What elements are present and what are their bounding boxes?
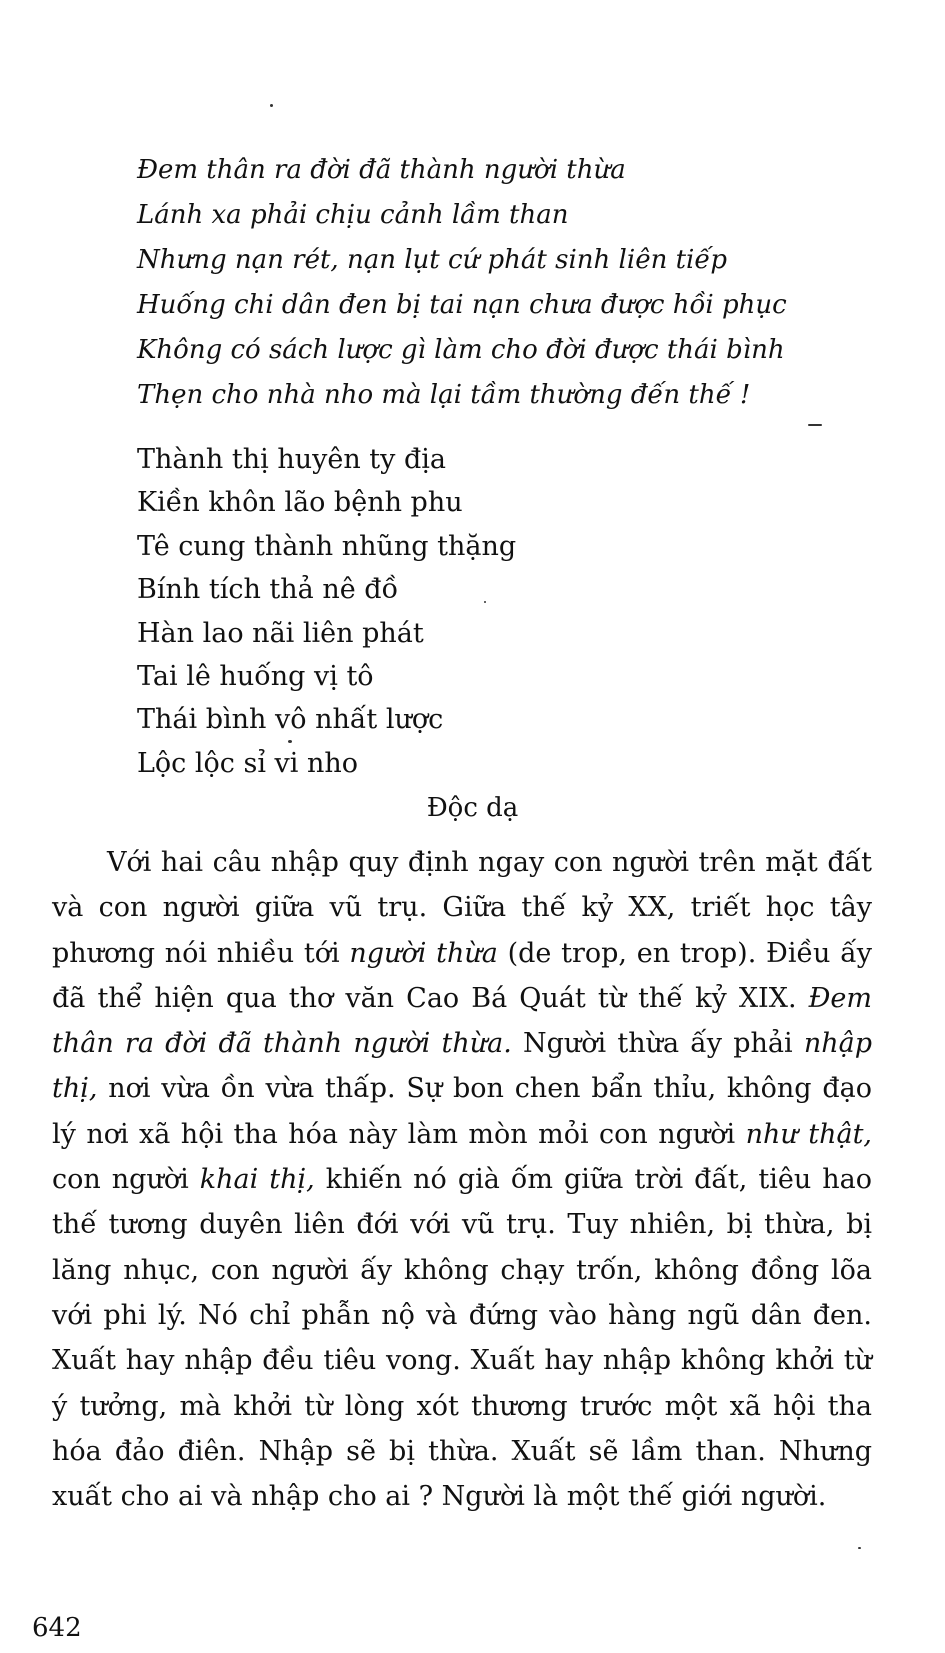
poem-line: Huống chi dân đen bị tai nạn chưa được hồi phục xyxy=(137,290,787,320)
italic-phrase: như thật, xyxy=(745,1118,872,1150)
italic-phrase: nhập thị, xyxy=(52,1028,873,1105)
poem-line: Lánh xa phải chịu cảnh lầm than xyxy=(137,200,569,230)
scan-speck xyxy=(484,601,486,603)
text-run: khiến nó già ốm giữa trời đất, tiêu hao thế tương duyên liên đới với vũ trụ. Tuy nhiên, bị thừa, bị lăng nhục, con người ấy không chạy trốn, không đồng lõa với phi lý. Nó chỉ phẫn nộ và đứng vào hàng ngũ dân đen. Xuất hay nhập đều tiêu vong. Xuất hay nhập không khởi từ ý tưởng, mà khởi từ lòng xót thương trước một xã hội tha hóa đảo điên. Nhập sẽ bị thừa. Xuất sẽ lầm than. Nhưng xuất cho ai và nhập cho ai ? Người là một thế giới người. xyxy=(52,1164,872,1513)
text-run: Với hai câu nhập quy định ngay con người trên mặt đất và con người giữa vũ trụ. Giữa thế kỷ XX, triết học tây phương nói nhiều tới xyxy=(52,847,872,969)
poem-line: Không có sách lược gì làm cho đời được thái bình xyxy=(137,335,785,365)
poem-line: Thẹn cho nhà nho mà lại tầm thường đến thế ! xyxy=(137,380,751,410)
scan-speck xyxy=(858,1547,861,1549)
scan-speck xyxy=(270,104,273,107)
poem-line: Nhưng nạn rét, nạn lụt cứ phát sinh liên tiếp xyxy=(137,245,727,275)
body-paragraph xyxy=(52,840,872,1519)
poem-line: Thái bình vô nhất lược xyxy=(137,704,444,736)
text-run: con người xyxy=(52,1164,200,1196)
text-run: nơi vừa ồn vừa thấp. Sự bon chen bẩn thỉu, không đạo lý nơi xã hội tha hóa này làm mòn mỏi con người xyxy=(52,1073,872,1150)
poem-line: Tê cung thành nhũng thặng xyxy=(137,530,517,562)
poem-line: Tai lê huống vị tô xyxy=(137,660,374,692)
text-run: (de trop, en trop). Điều ấy đã thể hiện qua thơ văn Cao Bá Quát từ thế kỷ XIX. xyxy=(52,937,872,1014)
poem-line: Kiền khôn lão bệnh phu xyxy=(137,487,463,519)
italic-phrase: Đem thân ra đời đã thành người thừa. xyxy=(52,982,872,1060)
poem-sino-vietnamese xyxy=(137,438,516,785)
scan-speck xyxy=(808,424,822,426)
text-run: Người thừa ấy phải xyxy=(511,1028,804,1060)
poem-title: Độc dạ xyxy=(426,793,519,823)
scan-speck xyxy=(288,740,292,743)
italic-phrase: người thừa xyxy=(349,937,498,969)
page-number: 642 xyxy=(32,1613,82,1643)
poem-line: Lộc lộc sỉ vi nho xyxy=(137,747,359,779)
poem-line: Bính tích thả nê đồ xyxy=(137,574,399,606)
poem-line: Thành thị huyên ty địa xyxy=(137,444,446,475)
poem-vietnamese-translation xyxy=(137,148,787,418)
italic-phrase: khai thị, xyxy=(199,1164,315,1196)
poem-line: Đem thân ra đời đã thành người thừa xyxy=(137,155,626,185)
poem-line: Hàn lao nãi liên phát xyxy=(137,617,424,649)
